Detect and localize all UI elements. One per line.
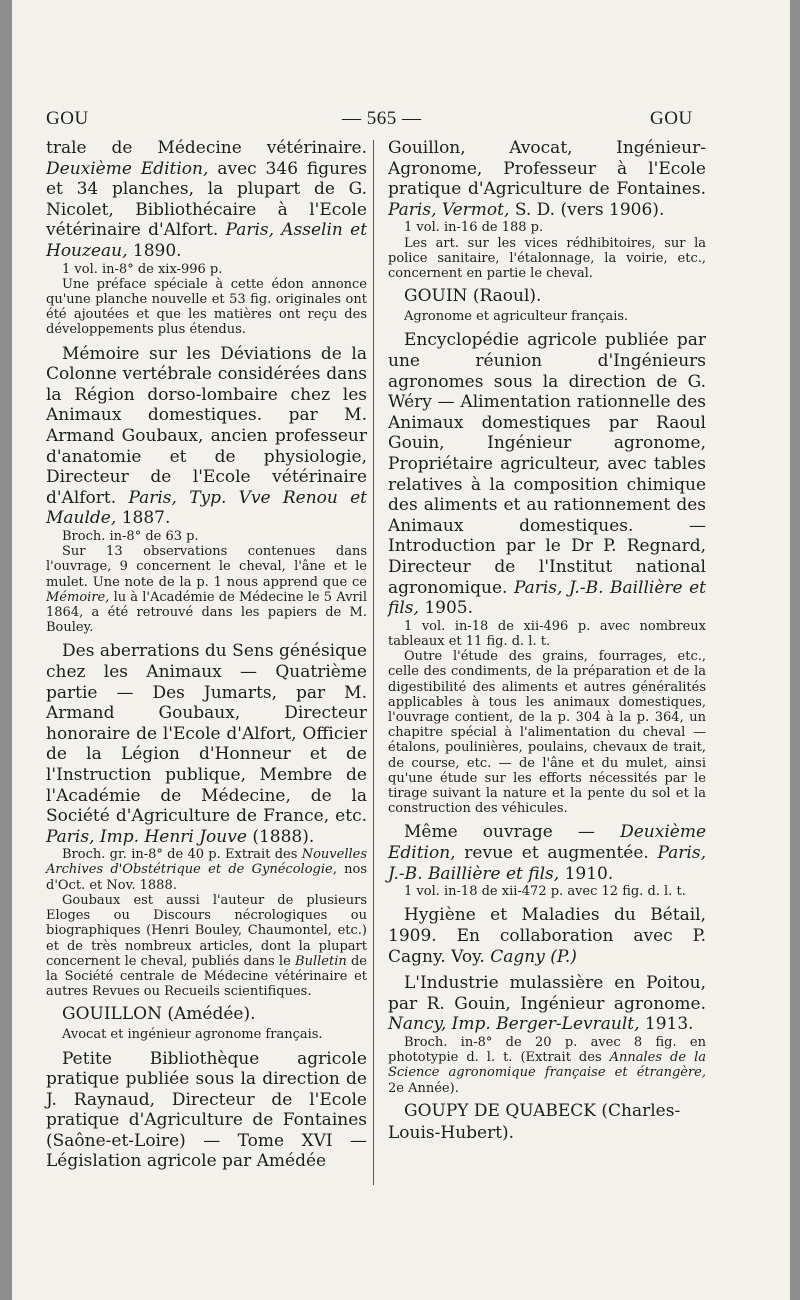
- note: Sur 13 observations contenues dans l'ouvrage, 9 concernent le cheval, l'âne et le mulet. Une note de la p. 1 nous apprend que ce Mémoire, lu à l'Académie de Médecine le 5 Avril 1864, a été retrouvé dans les papiers de M. Bouley.: [46, 544, 367, 636]
- note: Les art. sur les vices rédhibitoires, sur la police sanitaire, l'étalonnage, la voirie, etc., concernent en partie le cheval.: [388, 235, 706, 281]
- author-heading: GOUILLON (Amédée).: [62, 1004, 256, 1025]
- entry-paragraph: Petite Bibliothèque agricole pratique publiée sous la direction de J. Raynaud, Directeur de l'Ecole pratique d'Agriculture de Fontaines (Saône-et-Loire) — Tome XVI — Législation agricole par Amédée: [46, 1048, 367, 1172]
- note: Broch. in-8° de 20 p. avec 8 fig. en phototypie d. l. t. (Extrait des Annales de la Science agronomique française et étrangère, 2e Année).: [388, 1034, 706, 1096]
- author-description: Avocat et ingénieur agronome français.: [62, 1027, 323, 1043]
- note: 1 vol. in-18 de xii-496 p. avec nombreux tableaux et 11 fig. d. l. t.: [388, 618, 706, 649]
- entry-paragraph: Gouillon, Avocat, Ingénieur-Agronome, Professeur à l'Ecole pratique d'Agriculture de Fontaines. Paris, Vermot, S. D. (vers 1906).: [388, 138, 706, 220]
- note: 1 vol. in-8° de xix-996 p.: [62, 261, 223, 277]
- entry-paragraph: L'Industrie mulassière en Poitou, par R. Gouin, Ingénieur agronome. Nancy, Imp. Berger-Levrault, 1913.: [388, 973, 706, 1035]
- running-head-right: GOU: [650, 108, 693, 129]
- entry-paragraph: Même ouvrage — Deuxième Edition, revue et augmentée. Paris, J.-B. Baillière et fils, 1910.: [388, 822, 706, 884]
- note: 1 vol. in-16 de 188 p.: [404, 220, 544, 236]
- column-divider: [373, 140, 374, 1185]
- note: Une préface spéciale à cette édon annonce qu'une planche nouvelle et 53 fig. originales ont été ajoutées et que les matières ont reçu des développements plus étendus.: [46, 276, 367, 338]
- note: 1 vol. in-18 de xii-472 p. avec 12 fig. d. l. t.: [404, 884, 686, 900]
- running-head-left: GOU: [46, 108, 89, 129]
- entry-paragraph: Hygiène et Maladies du Bétail, 1909. En collaboration avec P. Cagny. Voy. Cagny (P.): [388, 905, 706, 967]
- right-column: [388, 138, 706, 1146]
- book-page: [12, 0, 790, 1300]
- left-column: [46, 138, 367, 1172]
- page-number: — 565 —: [342, 108, 422, 129]
- entry-paragraph: Encyclopédie agricole publiée par une réunion d'Ingénieurs agronomes sous la direction de G. Wéry — Alimentation rationnelle des Animaux domestiques par Raoul Gouin, Ingénieur agronome, Propriétaire agriculteur, avec tables relatives à la composition chimique des aliments et au rationnement des Animaux domestiques. — Introduction par le Dr P. Regnard, Directeur de l'Institut national agronomique. Paris, J.-B. Baillière et fils, 1905.: [388, 330, 706, 619]
- entry-paragraph: Des aberrations du Sens génésique chez les Animaux — Quatrième partie — Des Jumarts, par M. Armand Goubaux, Directeur honoraire de l'Ecole d'Alfort, Officier de la Légion d'Honneur et de l'Instruction publique, Membre de l'Académie de Médecine, de la Société d'Agriculture de France, etc. Paris, Imp. Henri Jouve (1888).: [46, 641, 367, 847]
- entry-paragraph: Mémoire sur les Déviations de la Colonne vertébrale considérées dans la Région dorso-lombaire chez les Animaux domestiques. par M. Armand Goubaux, ancien professeur d'anatomie et de physiologie, Directeur de l'Ecole vétérinaire d'Alfort. Paris, Typ. Vve Renou et Maulde, 1887.: [46, 343, 368, 529]
- note: Broch. gr. in-8° de 40 p. Extrait des Nouvelles Archives d'Obstétrique et de Gynécologie, nos d'Oct. et Nov. 1888.: [46, 847, 367, 893]
- note: Outre l'étude des grains, fourrages, etc., celle des condiments, de la préparation et de la digestibilité des aliments et autres généralités applicables à tous les animaux domestiques, l'ouvrage contient, de la p. 304 à la p. 364, un chapitre spécial à l'alimentation du cheval — étalons, poulinières, poulains, chevaux de trait, de course, etc. — de l'âne et du mulet, ainsi qu'une étude sur les efforts nécessités par le tirage suivant la nature et la pente du sol et la construction des véhicules.: [388, 649, 706, 817]
- note: Goubaux est aussi l'auteur de plusieurs Eloges ou Discours nécrologiques ou biographiques (Henri Bouley, Chaumontel, etc.) et de très nombreux articles, dont la plupart concernent le cheval, publiés dans le Bulletin de la Société centrale de Médecine vétérinaire et autres Revues ou Recueils scientifiques.: [46, 892, 367, 1000]
- note: Broch. in-8° de 63 p.: [62, 528, 199, 544]
- author-heading: GOUPY DE QUABECK (Charles-Louis-Hubert).: [388, 1100, 681, 1143]
- author-description: Agronome et agriculteur français.: [404, 309, 629, 325]
- entry-paragraph: trale de Médecine vétérinaire. Deuxième Edition, avec 346 figures et 34 planches, la plupart de G. Nicolet, Bibliothécaire à l'Ecole vétérinaire d'Alfort. Paris, Asselin et Houzeau, 1890.: [46, 138, 368, 261]
- author-heading: GOUIN (Raoul).: [404, 286, 542, 307]
